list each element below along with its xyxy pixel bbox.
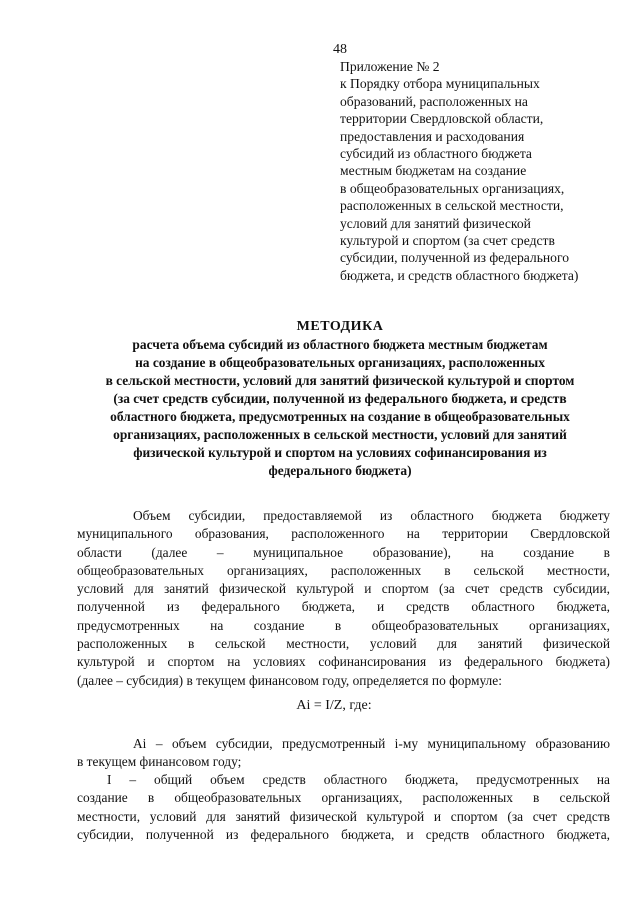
appendix-line: бюджета, и средств областного бюджета) bbox=[340, 267, 579, 283]
definition-line: Ai – объем субсидии, предусмотренный i-му муниципальному образованию bbox=[133, 736, 610, 751]
title-main: МЕТОДИКА bbox=[296, 319, 384, 334]
definition-line: I – общий объем средств областного бюджета, предусмотренных на bbox=[107, 772, 610, 787]
paragraph-line: Объем субсидии, предоставляемой из областного бюджета бюджету bbox=[133, 508, 610, 523]
appendix-line: субсидии, полученной из федерального bbox=[340, 250, 570, 266]
paragraph-line: области (далее – муниципальное образование), на создание в bbox=[77, 544, 610, 560]
paragraph-line: муниципального образования, расположенного на территории Свердловской bbox=[77, 526, 610, 542]
title-line: организациях, расположенных в сельской местности, условий для занятий bbox=[113, 427, 567, 442]
paragraph-main bbox=[77, 507, 610, 690]
appendix-line: в общеобразовательных организациях, bbox=[340, 180, 565, 196]
title-line: областного бюджета, предусмотренных на создание в общеобразовательных bbox=[110, 409, 570, 424]
title-line: физической культурой и спортом на условиях софинансирования из bbox=[133, 445, 547, 460]
appendix-line: субсидий из областного бюджета bbox=[340, 146, 532, 162]
title-line: в сельской местности, условий для занятий физической культурой и спортом bbox=[105, 373, 575, 388]
definition-ai bbox=[77, 735, 610, 772]
definition-line: местности, условий для занятий физической культурой и спортом (за счет средств bbox=[77, 808, 610, 824]
paragraph-line: (далее – субсидия) в текущем финансовом году, определяется по формуле: bbox=[77, 672, 502, 688]
appendix-header bbox=[340, 58, 632, 284]
title-line: (за счет средств субсидии, полученной из федерального бюджета, и средств bbox=[113, 391, 567, 406]
paragraph-line: полученной из федерального бюджета, и средств областного бюджета, bbox=[77, 599, 610, 615]
paragraph-line: предусмотренных на создание в общеобразовательных организациях, bbox=[77, 617, 610, 633]
appendix-line: территории Свердловской области, bbox=[340, 111, 544, 127]
appendix-line: культурой и спортом (за счет средств bbox=[340, 233, 555, 249]
appendix-line: Приложение № 2 bbox=[340, 59, 440, 74]
appendix-line: условий для занятий физической bbox=[340, 215, 531, 231]
definition-i bbox=[77, 771, 610, 844]
appendix-line: предоставления и расходования bbox=[340, 128, 525, 144]
paragraph-line: культурой и спортом на условиях софинансирования из федерального бюджета) bbox=[77, 654, 610, 670]
formula: Ai = I/Z, где: bbox=[296, 698, 372, 713]
appendix-line: расположенных в сельской местности, bbox=[340, 198, 564, 214]
title-line: на создание в общеобразовательных организациях, расположенных bbox=[135, 355, 545, 370]
appendix-line: образований, расположенных на bbox=[340, 93, 528, 109]
appendix-line: к Порядку отбора муниципальных bbox=[340, 76, 540, 92]
paragraph-line: общеобразовательных организациях, расположенных в сельской местности, bbox=[77, 562, 610, 578]
appendix-line: местным бюджетам на создание bbox=[340, 163, 527, 179]
paragraph-line: расположенных в сельской местности, условий для занятий физической bbox=[77, 636, 610, 652]
definition-line: в текущем финансовом году; bbox=[77, 754, 242, 770]
title-line: расчета объема субсидий из областного бюджета местным бюджетам bbox=[132, 337, 548, 352]
definition-line: создание в общеобразовательных организациях, расположенных в сельской bbox=[77, 790, 610, 806]
definition-line: субсидии, полученной из федерального бюджета, и средств областного бюджета, bbox=[77, 826, 610, 842]
paragraph-line: условий для занятий физической культурой и спортом (за счет средств субсидии, bbox=[77, 581, 610, 597]
document-title bbox=[70, 318, 610, 480]
page-number: 48 bbox=[333, 42, 347, 57]
title-line: федерального бюджета) bbox=[268, 463, 412, 478]
